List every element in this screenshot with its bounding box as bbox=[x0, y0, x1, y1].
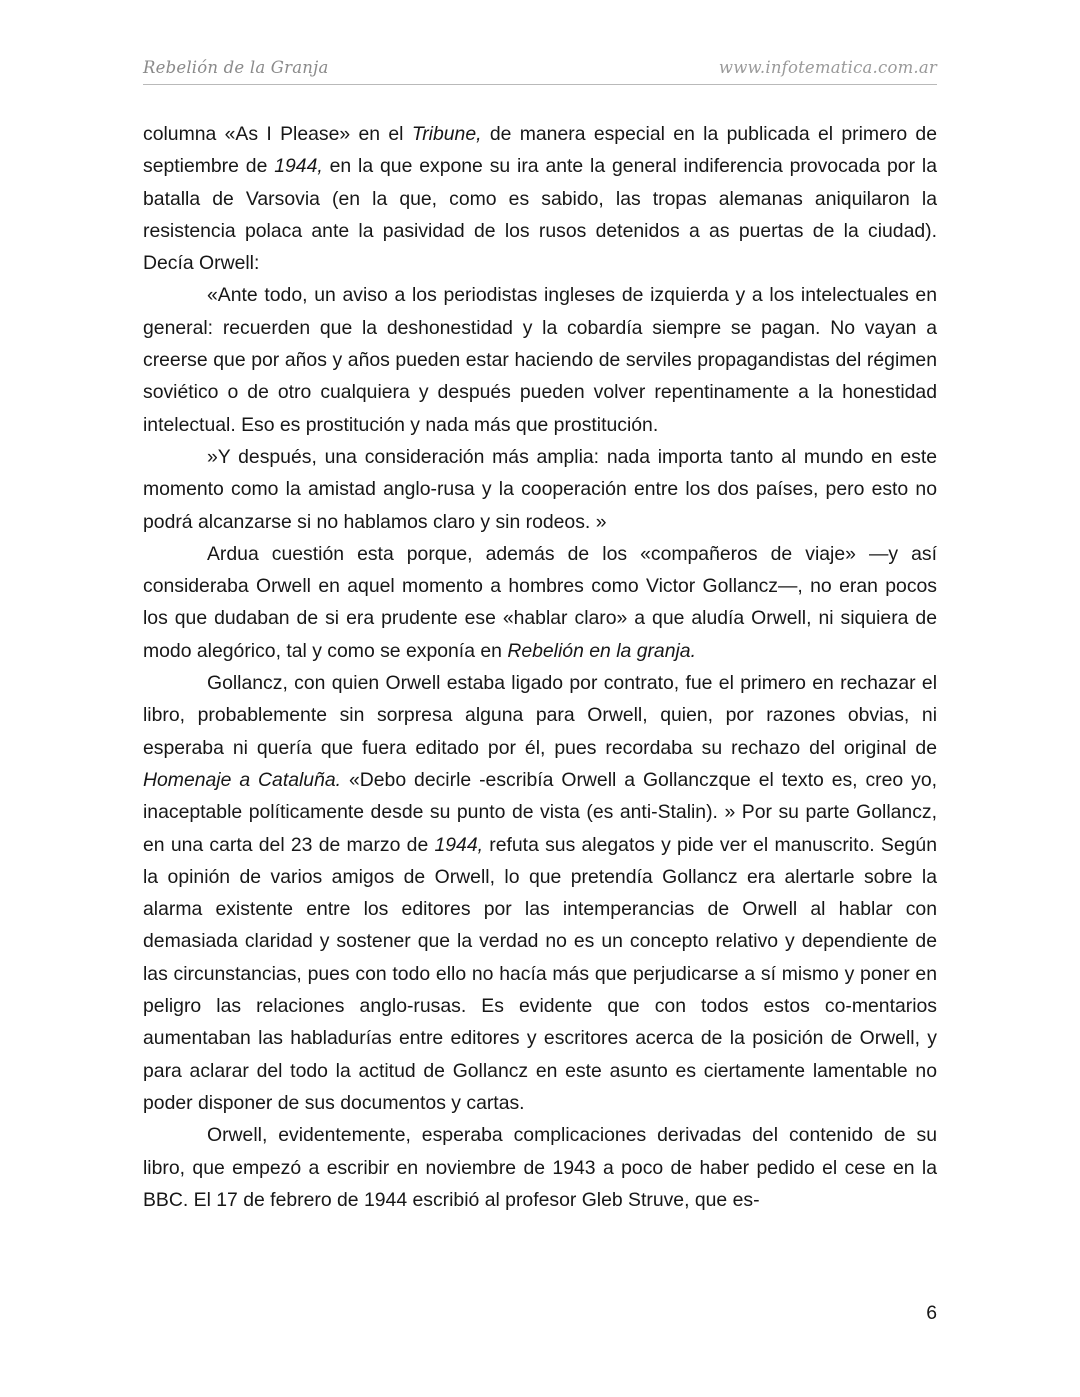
header-book-title: Rebelión de la Granja bbox=[143, 58, 329, 77]
header-website-url: www.infotematica.com.ar bbox=[718, 58, 937, 77]
text-run: Gollancz, con quien Orwell estaba ligado por contrato, fue el primero en rechazar el libro, probablemente sin sorpresa alguna para Orwell, quien, por razones obvias, ni esperaba ni quería que fuera editado por él, pues recordaba su rechazo del original de bbox=[143, 672, 937, 759]
paragraph-columna bbox=[143, 118, 937, 279]
page-number: 6 bbox=[926, 1302, 937, 1324]
page-header bbox=[143, 58, 937, 85]
paragraph-gollancz bbox=[143, 667, 937, 1119]
text-run-italic: Homenaje a Cataluña. bbox=[143, 768, 342, 791]
paragraph-y-despues bbox=[143, 441, 937, 538]
text-run-italic: 1944, bbox=[434, 833, 484, 856]
text-run: Ardua cuestión esta porque, además de los «compañeros de viaje» —y así consideraba Orwell en aquel momento a hombres como Victor Gollancz—, no eran pocos los que dudaban de si era prudente ese «hablar claro» a que aludía Orwell, ni siquiera de modo alegórico, tal y como se exponía en bbox=[143, 542, 937, 662]
page-body-text bbox=[143, 118, 937, 1216]
paragraph-orwell-evidentemente bbox=[143, 1119, 937, 1216]
text-run: de manera especial en la publicada el primero de septiembre de bbox=[143, 123, 937, 178]
text-run: «Ante todo, un aviso a los periodistas ingleses de izquierda y a los intelectuales en general: recuerden que la deshonestidad y la cobardía siempre se pagan. No vayan a creerse que por años y años pueden estar haciendo de serviles propagandistas del régimen soviético o de otro cualquiera y después pueden volver repentinamente a la honestidad intelectual. Eso es prostitución y nada más que prostitución. bbox=[143, 284, 937, 436]
text-run-italic: Tribune, bbox=[411, 123, 482, 145]
text-run-italic: Rebelión en la granja. bbox=[507, 639, 696, 662]
text-run: Orwell, evidentemente, esperaba complicaciones derivadas del contenido de su libro, que empezó a escribir en noviembre de 1943 a poco de haber pedido el cese en la BBC. El 17 de febrero de 1944 escribió al profesor Gleb Struve, que es- bbox=[143, 1124, 937, 1211]
text-run: refuta sus alegatos y pide ver el manuscrito. Según la opinión de varios amigos de Orwell, lo que pretendía Gollancz era alertarle sobre la alarma existente entre los editores por las intemperancias de Orwell al hablar con demasiada claridad y sostener que la verdad no es un concepto relativo y dependiente de las circunstancias, pues con todo ello no hacía más que perjudicarse a sí mismo y poner en peligro las relaciones anglo-rusas. Es evidente que con todos estos co-mentarios aumentaban las habladurías entre editores y escritores acerca de la posición de Orwell, y para aclarar del todo la actitud de Gollancz en este asunto es ciertamente lamentable no poder disponer de sus documentos y cartas. bbox=[143, 833, 937, 1114]
text-run: »Y después, una consideración más amplia: nada importa tanto al mundo en este momento como la amistad anglo-rusa y la cooperación entre los dos países, pero esto no podrá alcanzarse si no hablamos claro y sin rodeos. » bbox=[143, 445, 937, 533]
text-run-italic: 1944, bbox=[274, 155, 323, 178]
text-run: en la que expone su ira ante la general indiferencia provocada por la batalla de Varsovia (en la que, como es sabido, las tropas alemanas aniquilaron la resistencia polaca ante la pasividad de los rusos detenidos a as puertas de la ciudad). Decía Orwell: bbox=[143, 155, 937, 275]
paragraph-ante-todo bbox=[143, 279, 937, 440]
text-run: «Debo decirle -escribía Orwell a Gollanczque el texto es, creo yo, inaceptable políticamente desde su punto de vista (es anti-Stalin). » Por su parte Gollancz, en una carta del 23 de marzo de bbox=[143, 768, 938, 856]
paragraph-ardua-cuestion bbox=[143, 538, 937, 667]
text-run: columna «As I Please» en el bbox=[143, 123, 412, 145]
